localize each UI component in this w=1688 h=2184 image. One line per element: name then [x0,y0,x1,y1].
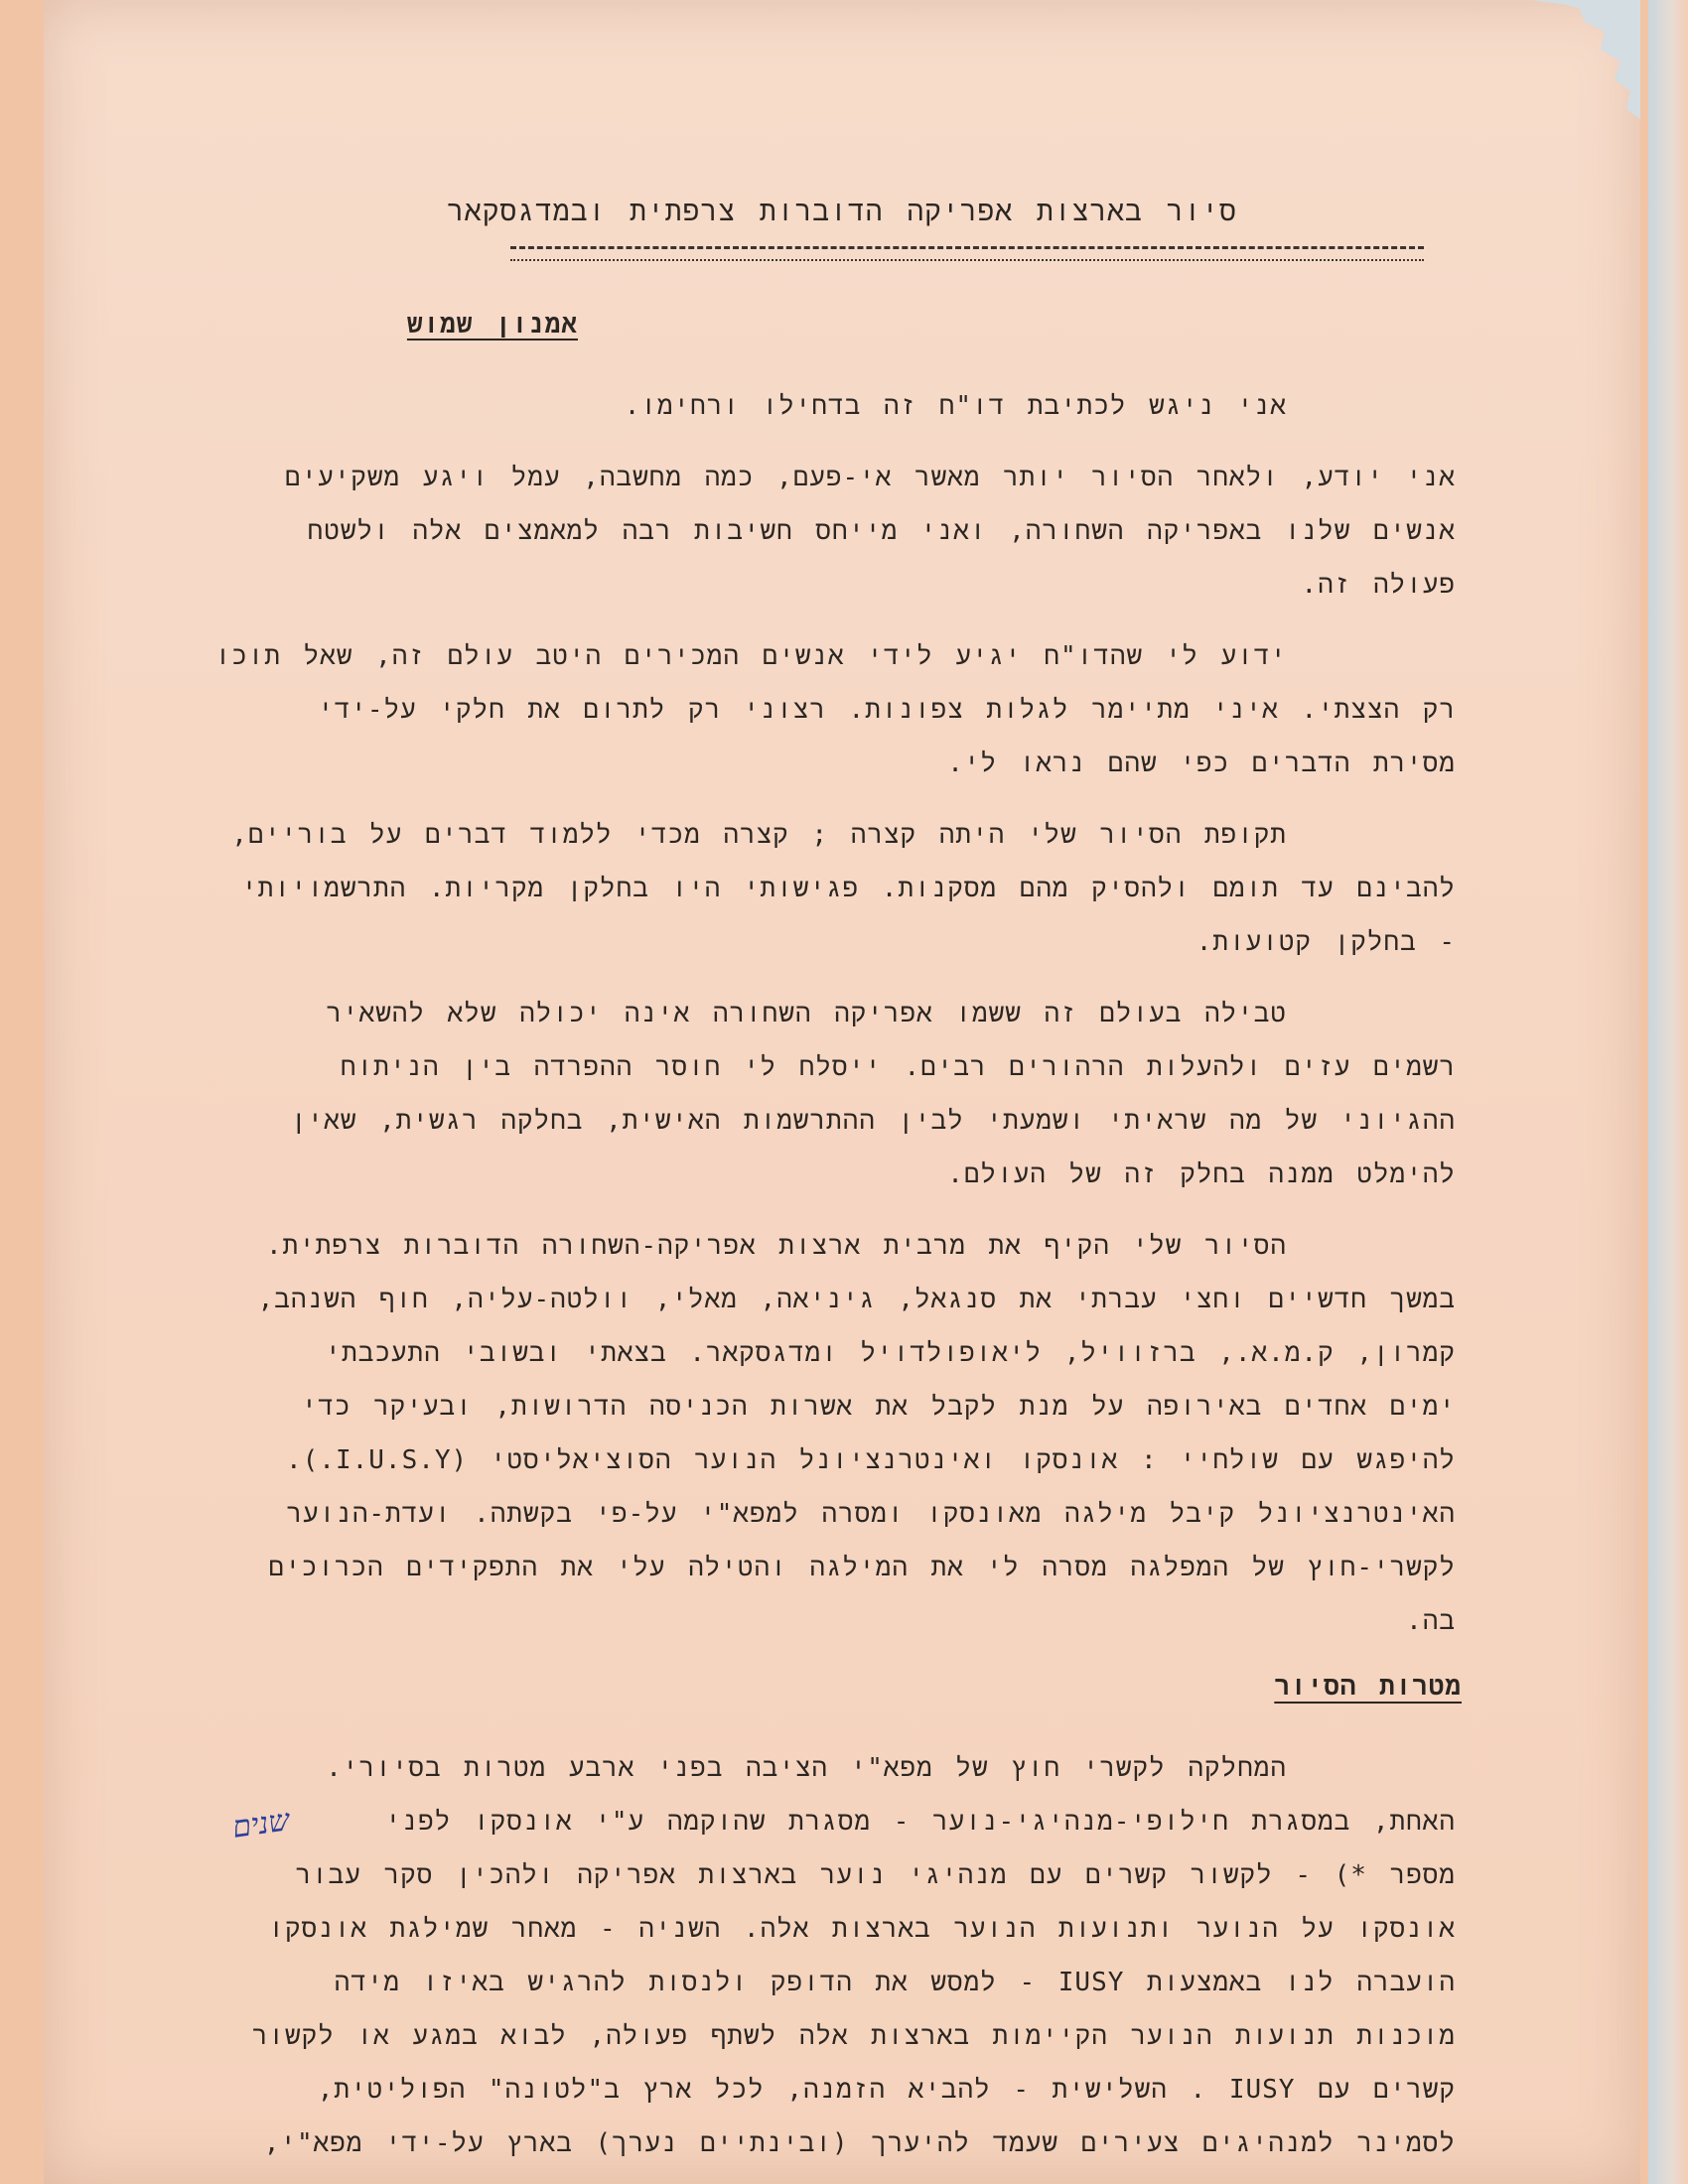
body-line: ההגיוני של מה שראיתי ושמעתי לבין ההתרשמות האישית, בחלקה רגשית, שאין [291,1106,1456,1136]
body-line: קמרון, ק.מ.א., ברזוויל, ליאופולדויל ומדגסקאר. בצאתי ובשובי התעכבתי [325,1338,1456,1368]
body-line: אונסקו על הנוער ותנועות הנוער בארצות אלה. השניה - מאחר שמילגת אונסקו [268,1914,1456,1944]
document-page [44,0,1640,2184]
body-line: להבינם עד תומם ולהסיק מהם מסקנות. פגישותי היו בחלקן מקריות. התרשמויותי [241,874,1456,903]
torn-corner [1531,0,1640,119]
body-line: קשרים עם IUSY . השלישית - להביא הזמנה, לכל ארץ ב"לטונה" הפוליטית, [317,2075,1456,2105]
body-line: אנשים שלנו באפריקה השחורה, ואני מייחס חשיבות רבה למאמצים אלה ולשטח [307,516,1456,546]
body-line: הסיור שלי הקיף את מרבית ארצות אפריקה-השחורה הדוברות צרפתית. [265,1231,1287,1261]
body-line: להימלט ממנה בחלק זה של העולם. [947,1160,1456,1189]
handwritten-note: שנים [229,1803,292,1845]
body-line: הועברה לנו באמצעות IUSY - למסש את הדופק ולנסות להרגיש באיזו מידה [334,1968,1456,1997]
body-line: מספר *) - לקשור קשרים עם מנהיגי נוער בארצות אפריקה ולהכין סקר עבור [295,1860,1456,1890]
body-line: טבילה בעולם זה ששמו אפריקה השחורה אינה יכולה שלא להשאיר [326,999,1287,1028]
scanner-background-edge [1648,0,1688,2184]
document-title: סיור בארצות אפריקה הדוברות צרפתית ובמדגסקאר [447,195,1237,227]
body-line: - בחלקן קטועות. [1196,927,1456,957]
body-line: אני ניגש לכתיבת דו"ח זה בדחילו ורחימו. [624,391,1287,421]
body-line: לסמינר למנהיגים צעירים שעמד להיערך (ובינתיים נערך) בארץ על-ידי מפא"י, [263,2128,1456,2158]
body-line: ימים אחדים באירופה על מנת לקבל את אשרות הכניסה הדרושות, ובעיקר כדי [301,1392,1456,1422]
body-line: במשך חדשיים וחצי עברתי את סנגאל, גיניאה, מאלי, וולטה-עליה, חוף השנהב, [257,1285,1456,1314]
body-line: להיפגש עם שולחיי : אונסקו ואינטרנציונל הנוער הסוציאליסטי (I.U.S.Y.). [285,1445,1456,1475]
body-line: פעולה זה. [1301,570,1456,600]
body-line: לקשרי-חוץ של המפלגה מסרה לי את המילגה והטילה עלי את התפקידים הכרוכים [268,1553,1456,1582]
body-line: בה. [1406,1606,1456,1636]
body-line: אני יודע, ולאחר הסיור יותר מאשר אי-פעם, כמה מחשבה, עמל ויגע משקיעים [284,463,1456,492]
body-line: תקופת הסיור שלי היתה קצרה ; קצרה מכדי ללמוד דברים על בוריים, [231,820,1287,850]
body-line: מסירת הדברים כפי שהם נראו לי. [947,749,1456,778]
body-line: ידוע לי שהדו"ח יגיע לידי אנשים המכירים היטב עולם זה, שאל תוכו [214,641,1287,671]
section-heading: מטרות הסיור [1274,1672,1462,1702]
author-name: אמנון שמוש [406,310,578,340]
body-line: המחלקה לקשרי חוץ של מפא"י הציבה בפני ארבע מטרות בסיורי. [326,1753,1287,1783]
body-line: רק הצצתי. איני מתיימר לגלות צפונות. רצוני רק לתרום את חלקי על-ידי [318,695,1456,725]
body-line: מוכנות תנועות הנוער הקיימות בארצות אלה לשתף פעולה, לבוא במגע או לקשור [251,2021,1456,2051]
body-line: האינטרנציונל קיבל מילגה מאונסקו ומסרה למפא"י על-פי בקשתה. ועדת-הנוער [286,1499,1456,1529]
body-line: רשמים עזים ולהעלות הרהורים רבים. ייסלח לי חוסר ההפרדה בין הניתוח [340,1052,1456,1082]
title-underline-rule [510,246,1424,261]
body-line: האחת, במסגרת חילופי-מנהיגי-נוער - מסגרת שהוקמה ע"י אונסקו לפני [384,1807,1456,1837]
